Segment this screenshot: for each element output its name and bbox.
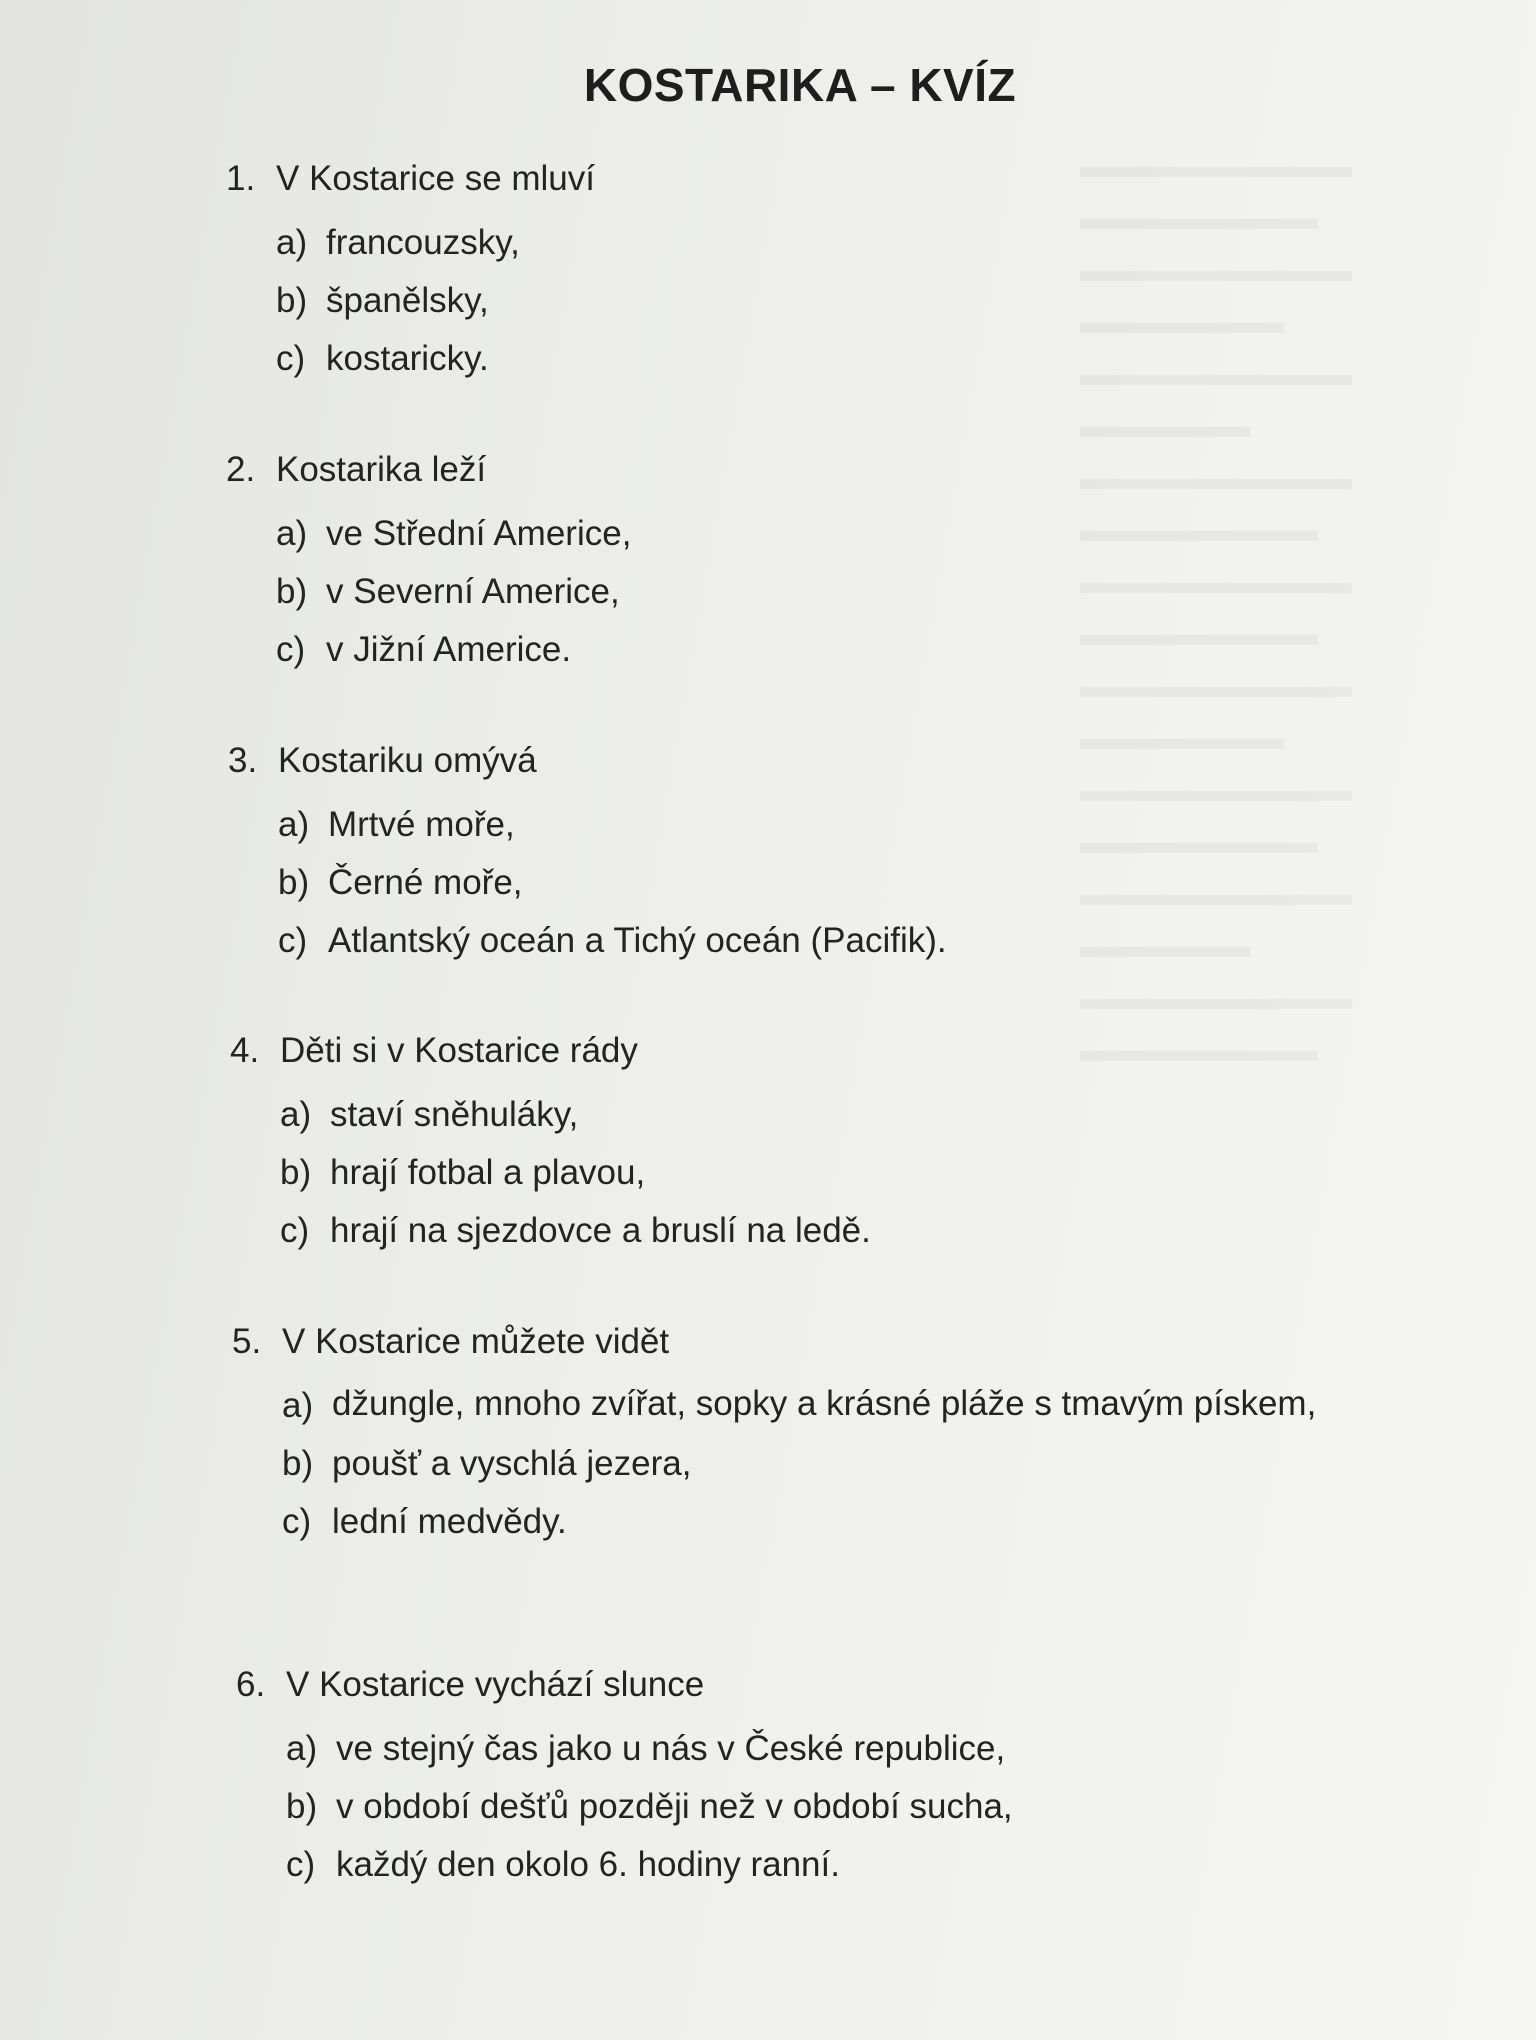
question-header [230,1026,1370,1076]
answer-option-b [226,272,1366,330]
question-number: 6. [236,1665,266,1704]
question-text: Kostarika leží [276,450,487,489]
answer-text: staví sněhuláky, [330,1095,579,1134]
show-through-texture: ▬▬▬▬▬▬▬▬ ▬▬▬▬▬▬▬ ▬▬▬▬▬▬▬▬ ▬▬▬▬▬▬ ▬▬▬▬▬▬▬▬ ▬▬▬▬▬ ▬▬▬▬▬▬▬▬ ▬▬▬▬▬▬▬ ▬▬▬▬▬▬▬▬ ▬▬▬▬▬▬▬ ▬▬▬▬▬▬▬▬ ▬▬▬▬▬▬ ▬▬▬▬▬▬▬▬ ▬▬▬▬▬▬▬ ▬▬▬▬▬▬▬▬ ▬▬▬▬▬ ▬▬▬▬▬▬▬▬ ▬▬▬▬▬▬▬ [1080,147,1352,1069]
answer-list [230,1086,1370,1260]
answer-label: c) [276,339,306,378]
answer-option-c [226,621,1366,679]
answer-text: Mrtvé moře, [328,805,515,844]
answer-list [236,1720,1376,1894]
answer-option-b [230,1144,1370,1202]
question-header [226,445,1366,495]
answer-text: kostaricky. [326,339,489,378]
answer-option-b [236,1778,1376,1836]
question-text: V Kostarice se mluví [276,159,595,198]
answer-option-c [232,1493,1372,1551]
answer-option-b [232,1435,1372,1493]
answer-label: b) [282,1444,314,1483]
answer-option-a [226,505,1366,563]
answer-label: a) [278,805,310,844]
question-3 [228,736,1368,970]
answer-text: v Severní Americe, [326,572,620,611]
question-header [228,736,1368,786]
question-text: V Kostarice vychází slunce [286,1665,705,1704]
answer-text: španělsky, [326,281,489,320]
quiz-title: KOSTARIKA – KVÍZ [583,59,1017,111]
answer-label: a) [276,514,308,553]
answer-text: hrají fotbal a plavou, [330,1153,646,1192]
answer-label: c) [276,630,306,669]
answer-option-c [230,1202,1370,1260]
answer-label: b) [286,1787,318,1826]
question-6 [236,1660,1376,1894]
answer-option-b [228,854,1368,912]
answer-text: Černé moře, [328,863,523,902]
answer-label: a) [282,1386,314,1425]
answer-text: poušť a vyschlá jezera, [332,1444,692,1483]
answer-text: Atlantský oceán a Tichý oceán (Pacifik). [328,921,947,960]
answer-option-c [226,330,1366,388]
answer-label: a) [286,1729,318,1768]
question-number: 2. [226,450,256,489]
answer-label: c) [286,1845,316,1884]
answer-text: francouzsky, [326,223,520,262]
answer-label: c) [282,1502,312,1541]
answer-option-c [228,912,1368,970]
answer-text: ve Střední Americe, [326,514,632,553]
answer-option-a [232,1377,1372,1435]
question-number: 4. [230,1031,260,1070]
answer-text: hrají na sjezdovce a bruslí na ledě. [330,1211,871,1250]
answer-list [228,796,1368,970]
answer-label: b) [276,281,308,320]
question-4 [230,1026,1370,1260]
answer-option-a [230,1086,1370,1144]
answer-list [232,1377,1372,1551]
answer-label: b) [280,1153,312,1192]
answer-text: v Jižní Americe. [326,630,572,669]
answer-text: v období dešťů později než v období sucha, [336,1787,1013,1826]
answer-label: b) [278,863,310,902]
question-2 [226,445,1366,679]
answer-label: b) [276,572,308,611]
question-header [226,154,1366,204]
answer-text: lední medvědy. [332,1502,567,1541]
question-number: 5. [232,1322,262,1361]
question-header [236,1660,1376,1710]
question-text: V Kostarice můžete vidět [282,1322,670,1361]
answer-label: c) [278,921,308,960]
question-number: 3. [228,741,258,780]
question-text: Děti si v Kostarice rády [280,1031,638,1070]
answer-option-a [228,796,1368,854]
answer-text: ve stejný čas jako u nás v České republice, [336,1729,1006,1768]
answer-option-c [236,1836,1376,1894]
answer-list [226,214,1366,388]
answer-label: a) [280,1095,312,1134]
answer-option-a [236,1720,1376,1778]
question-text: Kostariku omývá [278,741,537,780]
answer-list [226,505,1366,679]
answer-option-b [226,563,1366,621]
answer-text: každý den okolo 6. hodiny ranní. [336,1845,840,1884]
answer-label: c) [280,1211,310,1250]
question-header [232,1317,1372,1367]
answer-label: a) [276,223,308,262]
question-number: 1. [226,159,256,198]
question-5 [232,1317,1372,1551]
answer-option-a [226,214,1366,272]
question-1 [226,154,1366,388]
answer-text: džungle, mnoho zvířat, sopky a krásné pláže s tmavým pískem, [332,1384,1317,1423]
